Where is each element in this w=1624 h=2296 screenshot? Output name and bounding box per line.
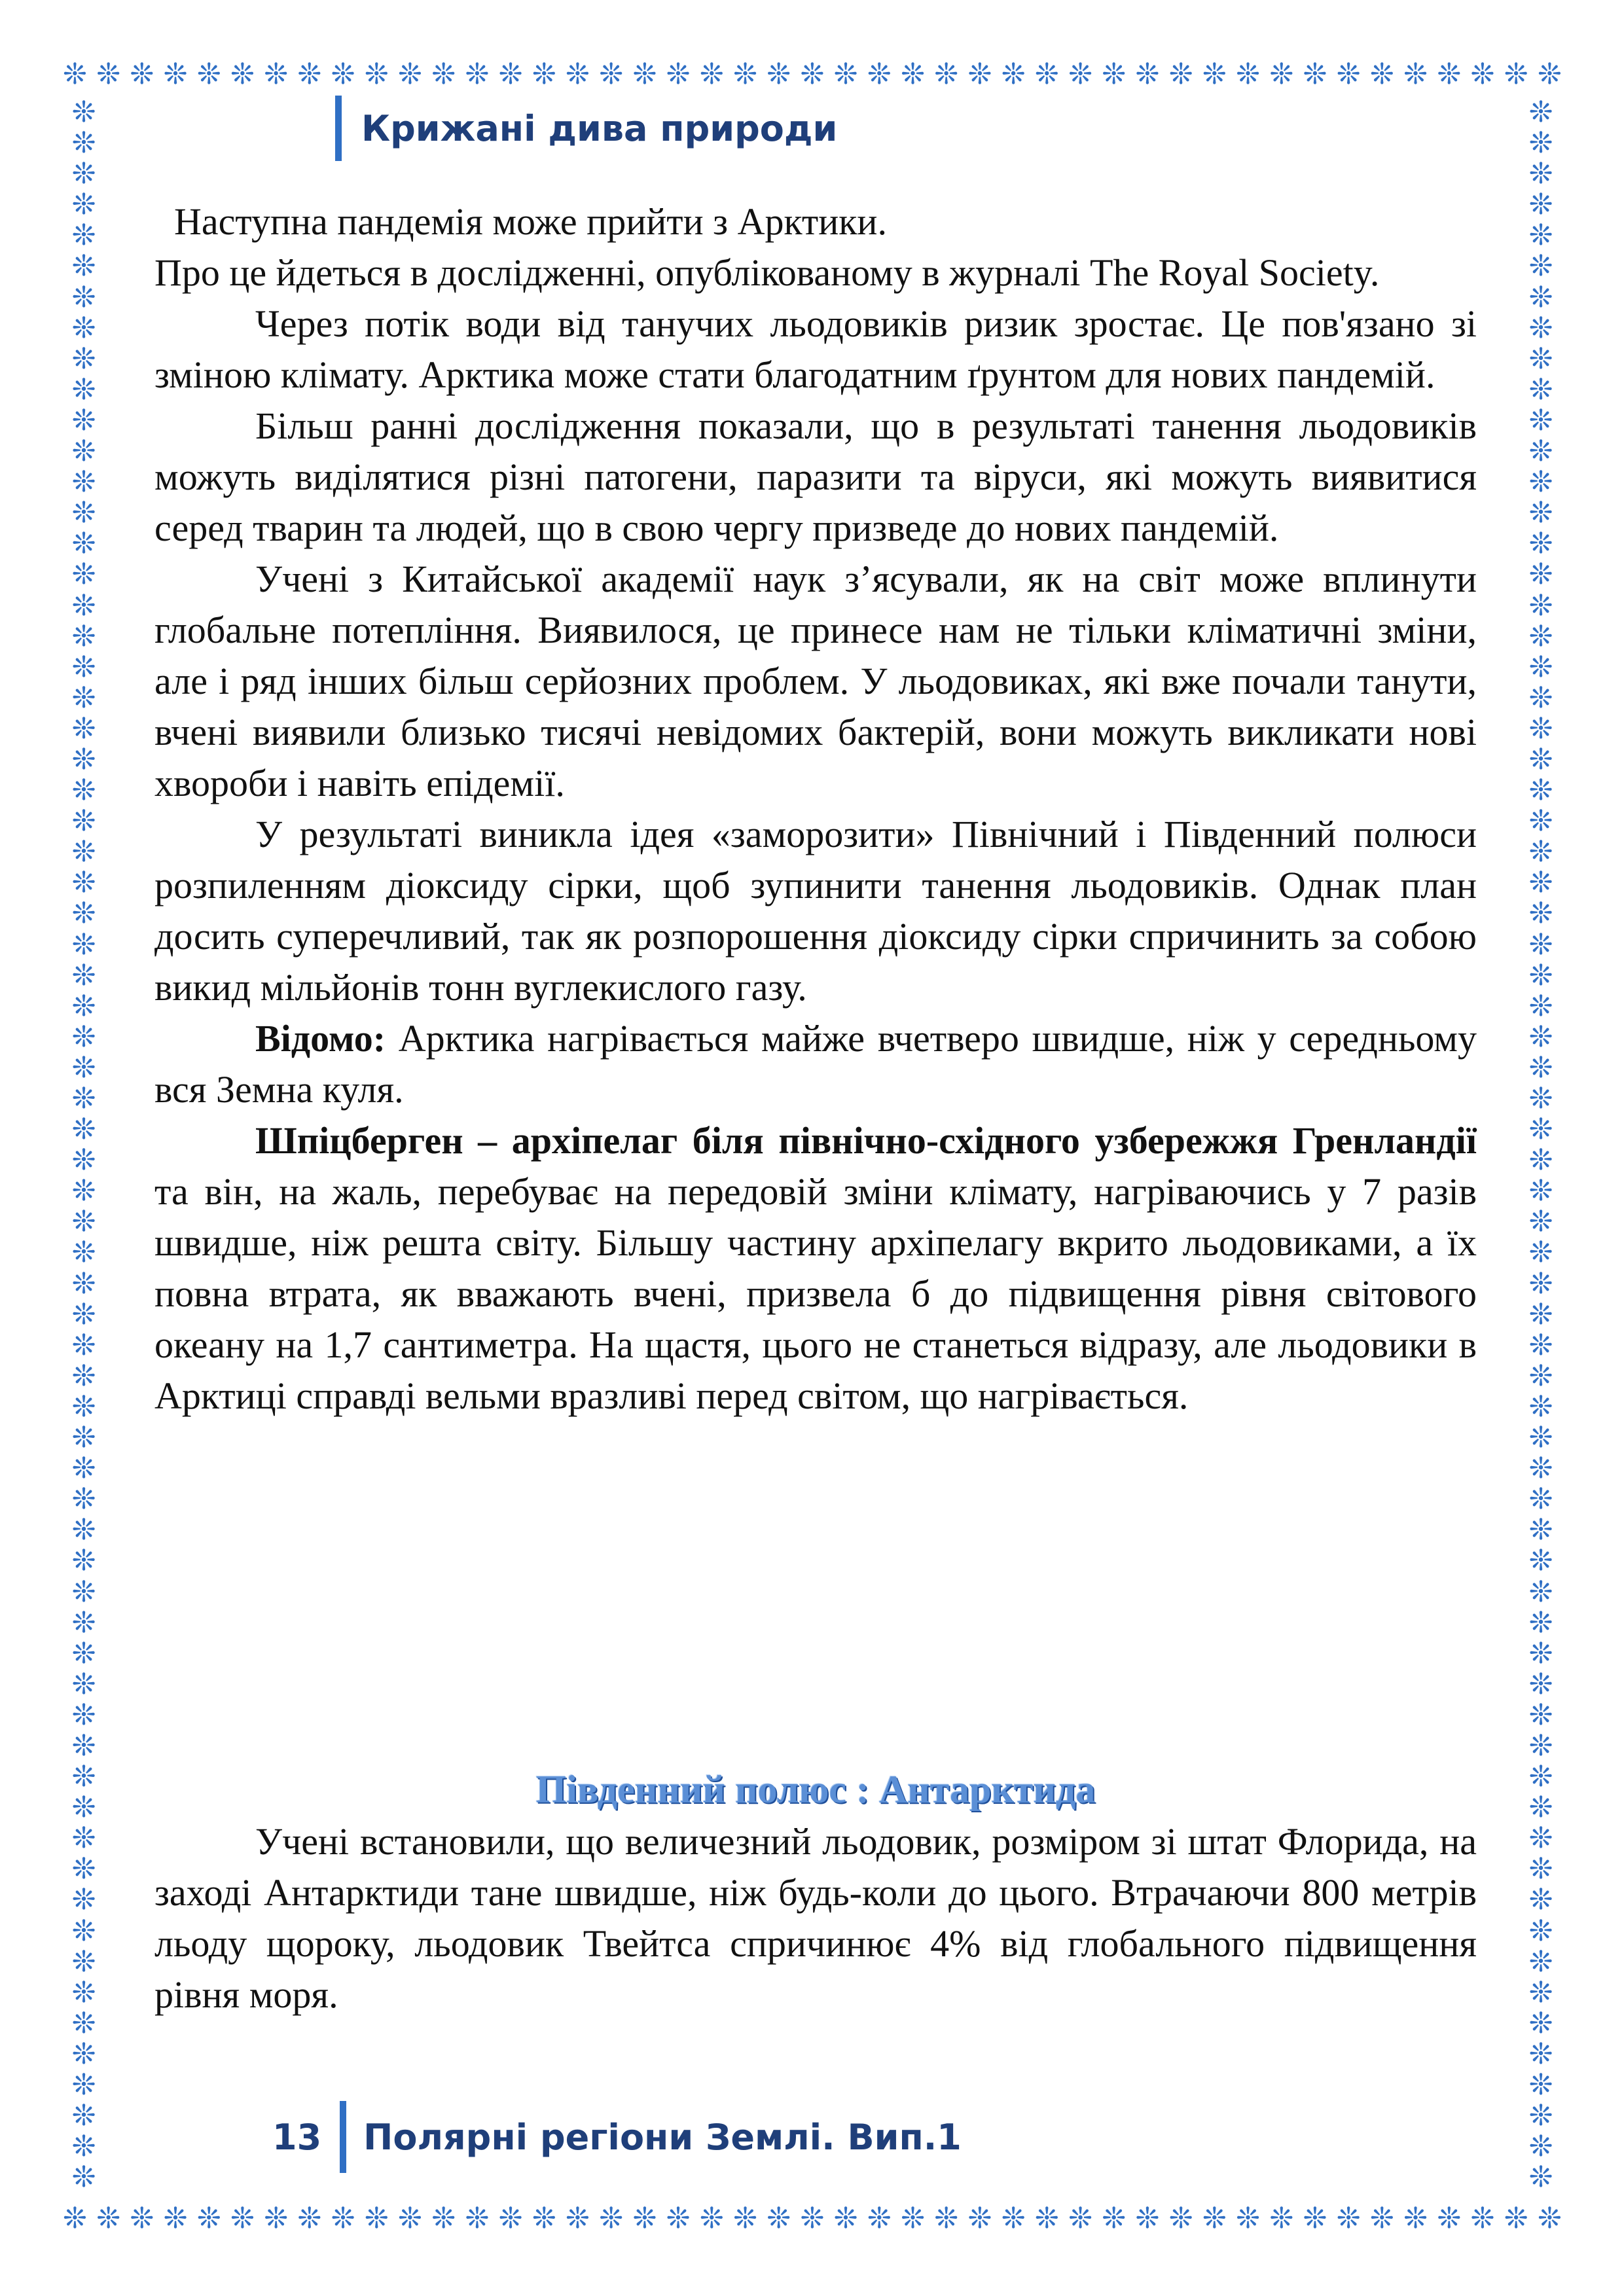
snowflake-icon: ❊ bbox=[71, 1975, 96, 2009]
snowflake-icon: ❊ bbox=[1437, 2202, 1462, 2235]
snowflake-icon: ❊ bbox=[833, 58, 858, 91]
snowflake-icon: ❊ bbox=[71, 1020, 96, 1054]
snowflake-icon: ❊ bbox=[1403, 58, 1428, 91]
border-left bbox=[63, 98, 105, 2193]
section-title: Південний полюс : Антарктида bbox=[535, 1768, 1096, 1811]
snowflake-icon: ❊ bbox=[163, 2202, 188, 2235]
snowflake-icon: ❊ bbox=[264, 58, 289, 91]
section-paragraph: Учені встановили, що величезний льодовик, розміром зі штат Флорида, на заході Антарктиди тане швидше, ніж будь-коли до цього. Втрачаючи 800 метрів льоду щороку, льодовик Твейтса спричинює 4% від глобального підвищення рівня моря. bbox=[154, 1820, 1477, 2016]
snowflake-icon: ❊ bbox=[566, 2202, 590, 2235]
snowflake-icon: ❊ bbox=[1269, 2202, 1294, 2235]
snowflake-icon: ❊ bbox=[934, 58, 959, 91]
page-number: 13 bbox=[272, 2116, 322, 2158]
snowflake-icon: ❊ bbox=[71, 866, 96, 900]
snowflake-icon: ❊ bbox=[1068, 2202, 1092, 2235]
snowflake-icon: ❊ bbox=[800, 58, 825, 91]
snowflake-icon: ❊ bbox=[1528, 527, 1553, 561]
snowflake-icon: ❊ bbox=[71, 1174, 96, 1208]
snowflake-icon: ❊ bbox=[71, 219, 96, 253]
paragraph-2: Про це йдеться в дослідженні, опублікованому в журналі The Royal Society. bbox=[154, 251, 1380, 294]
snowflake-icon: ❊ bbox=[1528, 1143, 1553, 1177]
snowflake-icon: ❊ bbox=[465, 2202, 490, 2235]
snowflake-icon: ❊ bbox=[1528, 927, 1553, 961]
snowflake-icon: ❊ bbox=[1528, 1636, 1553, 1670]
snowflake-icon: ❊ bbox=[1528, 2099, 1553, 2133]
snowflake-icon: ❊ bbox=[1528, 372, 1553, 406]
snowflake-icon: ❊ bbox=[1528, 1050, 1553, 1085]
snowflake-icon: ❊ bbox=[1528, 126, 1553, 160]
snowflake-icon: ❊ bbox=[1470, 58, 1495, 91]
snowflake-icon: ❊ bbox=[1528, 619, 1553, 653]
snowflake-icon: ❊ bbox=[1102, 2202, 1127, 2235]
snowflake-icon: ❊ bbox=[71, 2161, 96, 2193]
snowflake-icon: ❊ bbox=[1236, 2202, 1260, 2235]
snowflake-icon: ❊ bbox=[699, 58, 724, 91]
snowflake-icon: ❊ bbox=[230, 2202, 255, 2235]
snowflake-icon: ❊ bbox=[1034, 58, 1059, 91]
snowflake-icon: ❊ bbox=[71, 1575, 96, 1609]
svalbard-bold: Шпіцберген – архіпелаг біля північно-східного узбережжя Гренландії bbox=[255, 1119, 1477, 1162]
snowflake-icon: ❊ bbox=[1528, 2130, 1553, 2164]
snowflake-icon: ❊ bbox=[1528, 742, 1553, 776]
snowflake-icon: ❊ bbox=[666, 2202, 691, 2235]
snowflake-icon: ❊ bbox=[1528, 1945, 1553, 1979]
snowflake-icon: ❊ bbox=[1537, 58, 1562, 91]
snowflake-icon: ❊ bbox=[96, 2202, 121, 2235]
snowflake-icon: ❊ bbox=[71, 1513, 96, 1547]
snowflake-icon: ❊ bbox=[71, 1359, 96, 1393]
snowflake-icon: ❊ bbox=[1528, 1113, 1553, 1147]
snowflake-icon: ❊ bbox=[1528, 1914, 1553, 1948]
snowflake-icon: ❊ bbox=[1102, 58, 1127, 91]
snowflake-icon: ❊ bbox=[465, 58, 490, 91]
main-text bbox=[154, 196, 1477, 1422]
snowflake-icon: ❊ bbox=[1528, 1975, 1553, 2009]
snowflake-icon: ❊ bbox=[71, 403, 96, 437]
snowflake-icon: ❊ bbox=[1336, 58, 1361, 91]
snowflake-icon: ❊ bbox=[1528, 1513, 1553, 1547]
snowflake-icon: ❊ bbox=[1437, 58, 1462, 91]
snowflake-icon: ❊ bbox=[1528, 1297, 1553, 1331]
snowflake-icon: ❊ bbox=[331, 58, 355, 91]
snowflake-icon: ❊ bbox=[1528, 435, 1553, 469]
snowflake-icon: ❊ bbox=[71, 1667, 96, 1701]
snowflake-icon: ❊ bbox=[71, 1205, 96, 1239]
snowflake-icon: ❊ bbox=[71, 1698, 96, 1732]
paragraph-3: Через потік води від танучих льодовиків ризик зростає. Це пов'язано зі зміною клімату. Арктика може стати благодатним ґрунтом для нових пандемій. bbox=[154, 302, 1477, 396]
snowflake-icon: ❊ bbox=[71, 1636, 96, 1670]
snowflake-icon: ❊ bbox=[1403, 2202, 1428, 2235]
snowflake-icon: ❊ bbox=[1528, 1174, 1553, 1208]
snowflake-icon: ❊ bbox=[833, 2202, 858, 2235]
snowflake-icon: ❊ bbox=[1528, 1421, 1553, 1455]
snowflake-icon: ❊ bbox=[63, 2202, 87, 2235]
snowflake-icon: ❊ bbox=[733, 2202, 757, 2235]
snowflake-icon: ❊ bbox=[1528, 897, 1553, 931]
snowflake-icon: ❊ bbox=[71, 1390, 96, 1424]
snowflake-icon: ❊ bbox=[71, 1821, 96, 1856]
snowflake-icon: ❊ bbox=[71, 774, 96, 808]
snowflake-icon: ❊ bbox=[71, 249, 96, 283]
snowflake-icon: ❊ bbox=[1528, 1390, 1553, 1424]
snowflake-icon: ❊ bbox=[532, 2202, 556, 2235]
snowflake-icon: ❊ bbox=[71, 126, 96, 160]
snowflake-icon: ❊ bbox=[1528, 1575, 1553, 1609]
paragraph-known bbox=[154, 1013, 1477, 1115]
snowflake-icon: ❊ bbox=[63, 58, 87, 91]
snowflake-icon: ❊ bbox=[1528, 958, 1553, 992]
snowflake-icon: ❊ bbox=[71, 804, 96, 838]
snowflake-icon: ❊ bbox=[1369, 2202, 1394, 2235]
snowflake-icon: ❊ bbox=[71, 1729, 96, 1763]
border-bottom bbox=[63, 2198, 1562, 2240]
snowflake-icon: ❊ bbox=[1528, 774, 1553, 808]
snowflake-icon: ❊ bbox=[71, 1760, 96, 1794]
snowflake-icon: ❊ bbox=[1528, 342, 1553, 376]
snowflake-icon: ❊ bbox=[1528, 1359, 1553, 1393]
snowflake-icon: ❊ bbox=[71, 958, 96, 992]
snowflake-icon: ❊ bbox=[196, 2202, 221, 2235]
snowflake-icon: ❊ bbox=[1528, 496, 1553, 530]
snowflake-icon: ❊ bbox=[1303, 58, 1327, 91]
snowflake-icon: ❊ bbox=[1528, 1236, 1553, 1270]
border-right bbox=[1520, 98, 1562, 2193]
snowflake-icon: ❊ bbox=[1528, 1266, 1553, 1300]
snowflake-icon: ❊ bbox=[71, 1452, 96, 1486]
snowflake-icon: ❊ bbox=[71, 372, 96, 406]
snowflake-icon: ❊ bbox=[1369, 58, 1394, 91]
snowflake-icon: ❊ bbox=[767, 58, 791, 91]
snowflake-icon: ❊ bbox=[1528, 188, 1553, 222]
snowflake-icon: ❊ bbox=[71, 2006, 96, 2040]
snowflake-icon: ❊ bbox=[71, 527, 96, 561]
snowflake-icon: ❊ bbox=[1528, 1883, 1553, 1917]
snowflake-icon: ❊ bbox=[1236, 58, 1260, 91]
snowflake-icon: ❊ bbox=[1528, 1544, 1553, 1578]
snowflake-icon: ❊ bbox=[867, 58, 892, 91]
snowflake-icon: ❊ bbox=[1001, 58, 1026, 91]
snowflake-icon: ❊ bbox=[431, 58, 456, 91]
snowflake-icon: ❊ bbox=[71, 2037, 96, 2071]
snowflake-icon: ❊ bbox=[967, 58, 992, 91]
snowflake-icon: ❊ bbox=[767, 2202, 791, 2235]
snowflake-icon: ❊ bbox=[1528, 804, 1553, 838]
snowflake-icon: ❊ bbox=[666, 58, 691, 91]
snowflake-icon: ❊ bbox=[1528, 403, 1553, 437]
snowflake-icon: ❊ bbox=[71, 1328, 96, 1362]
snowflake-icon: ❊ bbox=[364, 2202, 389, 2235]
snowflake-icon: ❊ bbox=[1068, 58, 1092, 91]
snowflake-icon: ❊ bbox=[1528, 157, 1553, 191]
snowflake-icon: ❊ bbox=[71, 742, 96, 776]
snowflake-icon: ❊ bbox=[1528, 989, 1553, 1023]
snowflake-icon: ❊ bbox=[364, 58, 389, 91]
snowflake-icon: ❊ bbox=[1528, 1852, 1553, 1886]
snowflake-icon: ❊ bbox=[1528, 588, 1553, 622]
snowflake-icon: ❊ bbox=[196, 58, 221, 91]
snowflake-icon: ❊ bbox=[71, 619, 96, 653]
snowflake-icon: ❊ bbox=[71, 588, 96, 622]
snowflake-icon: ❊ bbox=[733, 58, 757, 91]
snowflake-icon: ❊ bbox=[130, 58, 154, 91]
snowflake-icon: ❊ bbox=[71, 558, 96, 592]
snowflake-icon: ❊ bbox=[632, 58, 657, 91]
snowflake-icon: ❊ bbox=[297, 2202, 322, 2235]
snowflake-icon: ❊ bbox=[1504, 2202, 1528, 2235]
header-title: Крижані дива природи bbox=[361, 107, 838, 149]
snowflake-icon: ❊ bbox=[71, 1297, 96, 1331]
snowflake-icon: ❊ bbox=[1135, 58, 1160, 91]
snowflake-icon: ❊ bbox=[71, 496, 96, 530]
snowflake-icon: ❊ bbox=[163, 58, 188, 91]
snowflake-icon: ❊ bbox=[71, 2130, 96, 2164]
snowflake-icon: ❊ bbox=[1528, 1698, 1553, 1732]
snowflake-icon: ❊ bbox=[71, 1482, 96, 1516]
snowflake-icon: ❊ bbox=[498, 2202, 523, 2235]
snowflake-icon: ❊ bbox=[71, 1266, 96, 1300]
paragraph-5: Учені з Китайської академії наук з’ясували, як на світ може вплинути глобальне потепління. Виявилося, це принесе нам не тільки кліматичні зміни, але і ряд інших більш серйозних проблем. У льодовиках, які вже почали танути, вчені виявили близько тисячі невідомих бактерій, вони можуть викликати нові хвороби і навіть епідемії. bbox=[154, 558, 1477, 804]
snowflake-icon: ❊ bbox=[71, 927, 96, 961]
paragraph-4: Більш ранні дослідження показали, що в результаті танення льодовиків можуть виділятися різні патогени, паразити та віруси, які можуть виявитися серед тварин та людей, що в свою чергу призведе до нових пандемій. bbox=[154, 404, 1477, 549]
snowflake-icon: ❊ bbox=[1528, 1020, 1553, 1054]
snowflake-icon: ❊ bbox=[71, 2099, 96, 2133]
snowflake-icon: ❊ bbox=[71, 1082, 96, 1115]
known-text: Арктика нагрівається майже вчетверо швидше, ніж у середньому вся Земна куля. bbox=[154, 1017, 1477, 1111]
svalbard-text: та він, на жаль, перебуває на передовій зміни клімату, нагріваючись у 7 разів швидше, ніж решта світу. Більшу частину архіпелагу вкрито льодовиками, а їх повна втрата, як вважають вчені, призвела б до підвищення рівня світового океану на 1,7 сантиметра. На щастя, цього не станеться відразу, але льодовики в Арктиці справді вельми вразливі перед світом, що нагрівається. bbox=[154, 1170, 1477, 1417]
snowflake-icon: ❊ bbox=[1504, 58, 1528, 91]
snowflake-icon: ❊ bbox=[1528, 1328, 1553, 1362]
snowflake-icon: ❊ bbox=[1528, 1821, 1553, 1856]
snowflake-icon: ❊ bbox=[71, 188, 96, 222]
snowflake-icon: ❊ bbox=[967, 2202, 992, 2235]
paragraph-1: Наступна пандемія може прийти з Арктики. bbox=[174, 200, 887, 243]
snowflake-icon: ❊ bbox=[71, 342, 96, 376]
snowflake-icon: ❊ bbox=[901, 2202, 925, 2235]
snowflake-icon: ❊ bbox=[1528, 1605, 1553, 1640]
snowflake-icon: ❊ bbox=[71, 311, 96, 345]
snowflake-icon: ❊ bbox=[1528, 1760, 1553, 1794]
snowflake-icon: ❊ bbox=[71, 435, 96, 469]
snowflake-icon: ❊ bbox=[498, 58, 523, 91]
snowflake-icon: ❊ bbox=[1528, 1667, 1553, 1701]
snowflake-icon: ❊ bbox=[71, 1605, 96, 1640]
snowflake-icon: ❊ bbox=[71, 835, 96, 869]
snowflake-icon: ❊ bbox=[71, 1113, 96, 1147]
snowflake-icon: ❊ bbox=[71, 2068, 96, 2102]
snowflake-icon: ❊ bbox=[71, 989, 96, 1023]
snowflake-icon: ❊ bbox=[1528, 835, 1553, 869]
snowflake-icon: ❊ bbox=[1528, 249, 1553, 283]
snowflake-icon: ❊ bbox=[1528, 311, 1553, 345]
snowflake-icon: ❊ bbox=[1528, 1482, 1553, 1516]
snowflake-icon: ❊ bbox=[1303, 2202, 1327, 2235]
snowflake-icon: ❊ bbox=[1168, 58, 1193, 91]
snowflake-icon: ❊ bbox=[1528, 219, 1553, 253]
snowflake-icon: ❊ bbox=[1528, 558, 1553, 592]
snowflake-icon: ❊ bbox=[1168, 2202, 1193, 2235]
snowflake-icon: ❊ bbox=[1528, 2068, 1553, 2102]
snowflake-icon: ❊ bbox=[934, 2202, 959, 2235]
snowflake-icon: ❊ bbox=[71, 1945, 96, 1979]
known-label: Відомо: bbox=[255, 1017, 386, 1060]
snowflake-icon: ❊ bbox=[71, 98, 96, 129]
snowflake-icon: ❊ bbox=[71, 711, 96, 745]
snowflake-icon: ❊ bbox=[1528, 2161, 1553, 2193]
snowflake-icon: ❊ bbox=[599, 58, 624, 91]
snowflake-icon: ❊ bbox=[71, 1791, 96, 1825]
snowflake-icon: ❊ bbox=[264, 2202, 289, 2235]
snowflake-icon: ❊ bbox=[71, 280, 96, 314]
snowflake-icon: ❊ bbox=[1528, 711, 1553, 745]
paragraph-svalbard bbox=[154, 1115, 1477, 1422]
snowflake-icon: ❊ bbox=[1135, 2202, 1160, 2235]
snowflake-icon: ❊ bbox=[1528, 98, 1553, 129]
snowflake-icon: ❊ bbox=[867, 2202, 892, 2235]
snowflake-icon: ❊ bbox=[1528, 280, 1553, 314]
snowflake-icon: ❊ bbox=[297, 58, 322, 91]
snowflake-icon: ❊ bbox=[599, 2202, 624, 2235]
snowflake-icon: ❊ bbox=[1528, 650, 1553, 684]
section-body bbox=[154, 1816, 1477, 2020]
snowflake-icon: ❊ bbox=[901, 58, 925, 91]
snowflake-icon: ❊ bbox=[1528, 465, 1553, 499]
snowflake-icon: ❊ bbox=[71, 1421, 96, 1455]
snowflake-icon: ❊ bbox=[71, 1852, 96, 1886]
snowflake-icon: ❊ bbox=[1202, 2202, 1227, 2235]
snowflake-icon: ❊ bbox=[71, 897, 96, 931]
snowflake-icon: ❊ bbox=[632, 2202, 657, 2235]
footer-title: Полярні регіони Землі. Вип.1 bbox=[340, 2101, 962, 2173]
snowflake-icon: ❊ bbox=[398, 58, 422, 91]
snowflake-icon: ❊ bbox=[1269, 58, 1294, 91]
snowflake-icon: ❊ bbox=[1528, 1452, 1553, 1486]
snowflake-icon: ❊ bbox=[71, 1544, 96, 1578]
snowflake-icon: ❊ bbox=[96, 58, 121, 91]
snowflake-icon: ❊ bbox=[431, 2202, 456, 2235]
snowflake-icon: ❊ bbox=[532, 58, 556, 91]
snowflake-icon: ❊ bbox=[1470, 2202, 1495, 2235]
footer bbox=[272, 2101, 962, 2173]
running-header bbox=[335, 96, 837, 161]
snowflake-icon: ❊ bbox=[1537, 2202, 1562, 2235]
snowflake-icon: ❊ bbox=[71, 1050, 96, 1085]
snowflake-icon: ❊ bbox=[1001, 2202, 1026, 2235]
snowflake-icon: ❊ bbox=[71, 1143, 96, 1177]
snowflake-icon: ❊ bbox=[398, 2202, 422, 2235]
snowflake-icon: ❊ bbox=[1528, 1791, 1553, 1825]
snowflake-icon: ❊ bbox=[1202, 58, 1227, 91]
snowflake-icon: ❊ bbox=[1528, 1205, 1553, 1239]
snowflake-icon: ❊ bbox=[566, 58, 590, 91]
snowflake-icon: ❊ bbox=[71, 157, 96, 191]
snowflake-icon: ❊ bbox=[71, 1914, 96, 1948]
snowflake-icon: ❊ bbox=[71, 1236, 96, 1270]
snowflake-icon: ❊ bbox=[71, 681, 96, 715]
border-top bbox=[63, 54, 1562, 96]
snowflake-icon: ❊ bbox=[130, 2202, 154, 2235]
snowflake-icon: ❊ bbox=[1034, 2202, 1059, 2235]
snowflake-icon: ❊ bbox=[1528, 2037, 1553, 2071]
snowflake-icon: ❊ bbox=[1528, 1082, 1553, 1115]
snowflake-icon: ❊ bbox=[1528, 681, 1553, 715]
snowflake-icon: ❊ bbox=[1336, 2202, 1361, 2235]
paragraph-6: У результаті виникла ідея «заморозити» Північний і Південний полюси розпиленням діоксиду сірки, щоб зупинити танення льодовиків. Однак план досить суперечливий, так як розпорошення діоксиду сірки спричинить за собою викид мільйонів тонн вуглекислого газу. bbox=[154, 813, 1477, 1009]
snowflake-icon: ❊ bbox=[1528, 1729, 1553, 1763]
snowflake-icon: ❊ bbox=[1528, 2006, 1553, 2040]
snowflake-icon: ❊ bbox=[699, 2202, 724, 2235]
snowflake-icon: ❊ bbox=[71, 1883, 96, 1917]
snowflake-icon: ❊ bbox=[1528, 866, 1553, 900]
snowflake-icon: ❊ bbox=[71, 465, 96, 499]
snowflake-icon: ❊ bbox=[230, 58, 255, 91]
snowflake-icon: ❊ bbox=[71, 650, 96, 684]
snowflake-icon: ❊ bbox=[331, 2202, 355, 2235]
snowflake-icon: ❊ bbox=[800, 2202, 825, 2235]
